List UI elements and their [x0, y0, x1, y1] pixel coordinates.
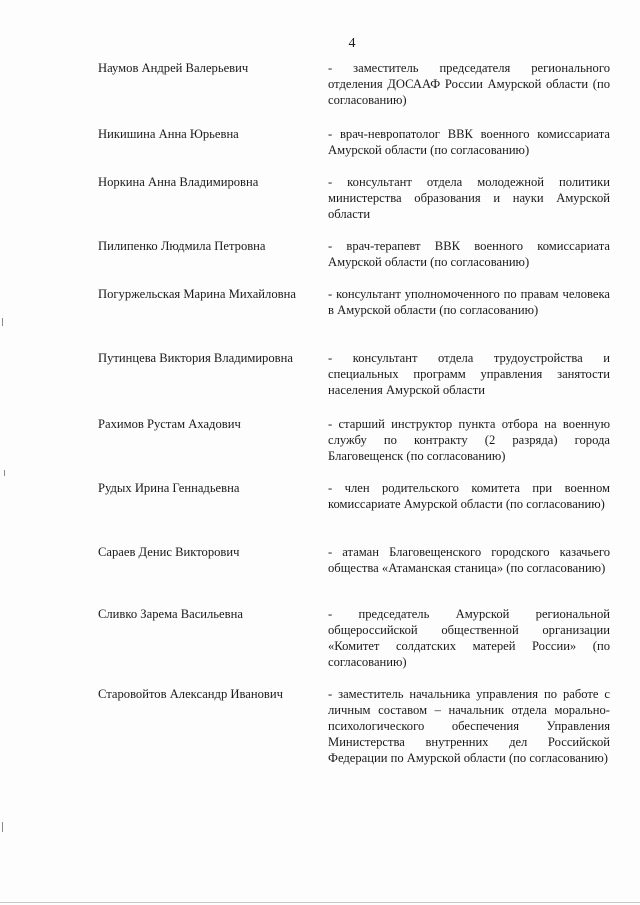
- person-role: - старший инструктор пункта отбора на военную службу по контракту (2 разряда) города Благовещенск (по согласованию): [328, 417, 610, 463]
- person-name: Наумов Андрей Валерьевич: [98, 61, 249, 75]
- scan-edge: [0, 902, 640, 903]
- person-name: Норкина Анна Владимировна: [98, 175, 259, 189]
- person-name: Рахимов Рустам Ахадович: [98, 417, 241, 431]
- scan-artifact: [4, 470, 5, 476]
- scan-artifact: [2, 822, 3, 832]
- person-role: - консультант отдела трудоустройства и специальных программ управления занятости населения Амурской области: [328, 351, 610, 397]
- person-role: - председатель Амурской региональной общероссийской общественной организации «Комитет солдатских матерей России» (по согласованию): [328, 607, 610, 669]
- person-name: Старовойтов Александр Иванович: [98, 687, 283, 701]
- person-name: Путинцева Виктория Владимировна: [98, 351, 293, 365]
- person-role: - атаман Благовещенского городского казачьего общества «Атаманская станица» (по согласованию): [328, 545, 610, 575]
- person-name: Никишина Анна Юрьевна: [98, 127, 239, 141]
- person-name: Рудых Ирина Геннадьевна: [98, 481, 240, 495]
- person-name: Сараев Денис Викторович: [98, 545, 240, 559]
- person-role: - консультант отдела молодежной политики министерства образования и науки Амурской области: [328, 175, 610, 221]
- person-name: Сливко Зарема Васильевна: [98, 607, 243, 621]
- person-role: - член родительского комитета при военном комиссариате Амурской области (по согласованию): [328, 481, 610, 511]
- page-number: 4: [348, 36, 356, 51]
- person-name: Пилипенко Людмила Петровна: [98, 239, 266, 253]
- person-role: - заместитель председателя регионального отделения ДОСААФ России Амурской области (по согласованию): [328, 61, 610, 107]
- person-role: - врач-невропатолог ВВК военного комиссариата Амурской области (по согласованию): [328, 127, 610, 157]
- person-name: Погуржельская Марина Михайловна: [98, 287, 296, 301]
- person-role: - заместитель начальника управления по работе с личным составом – начальник отдела морально-психологического обеспечения Управления Министерства внутренних дел Российской Федерации по Амурской области (по согласованию): [328, 687, 610, 765]
- scan-artifact: [2, 318, 3, 326]
- person-role: - консультант уполномоченного по правам человека в Амурской области (по согласованию): [328, 287, 610, 317]
- person-role: - врач-терапевт ВВК военного комиссариата Амурской области (по согласованию): [328, 239, 610, 269]
